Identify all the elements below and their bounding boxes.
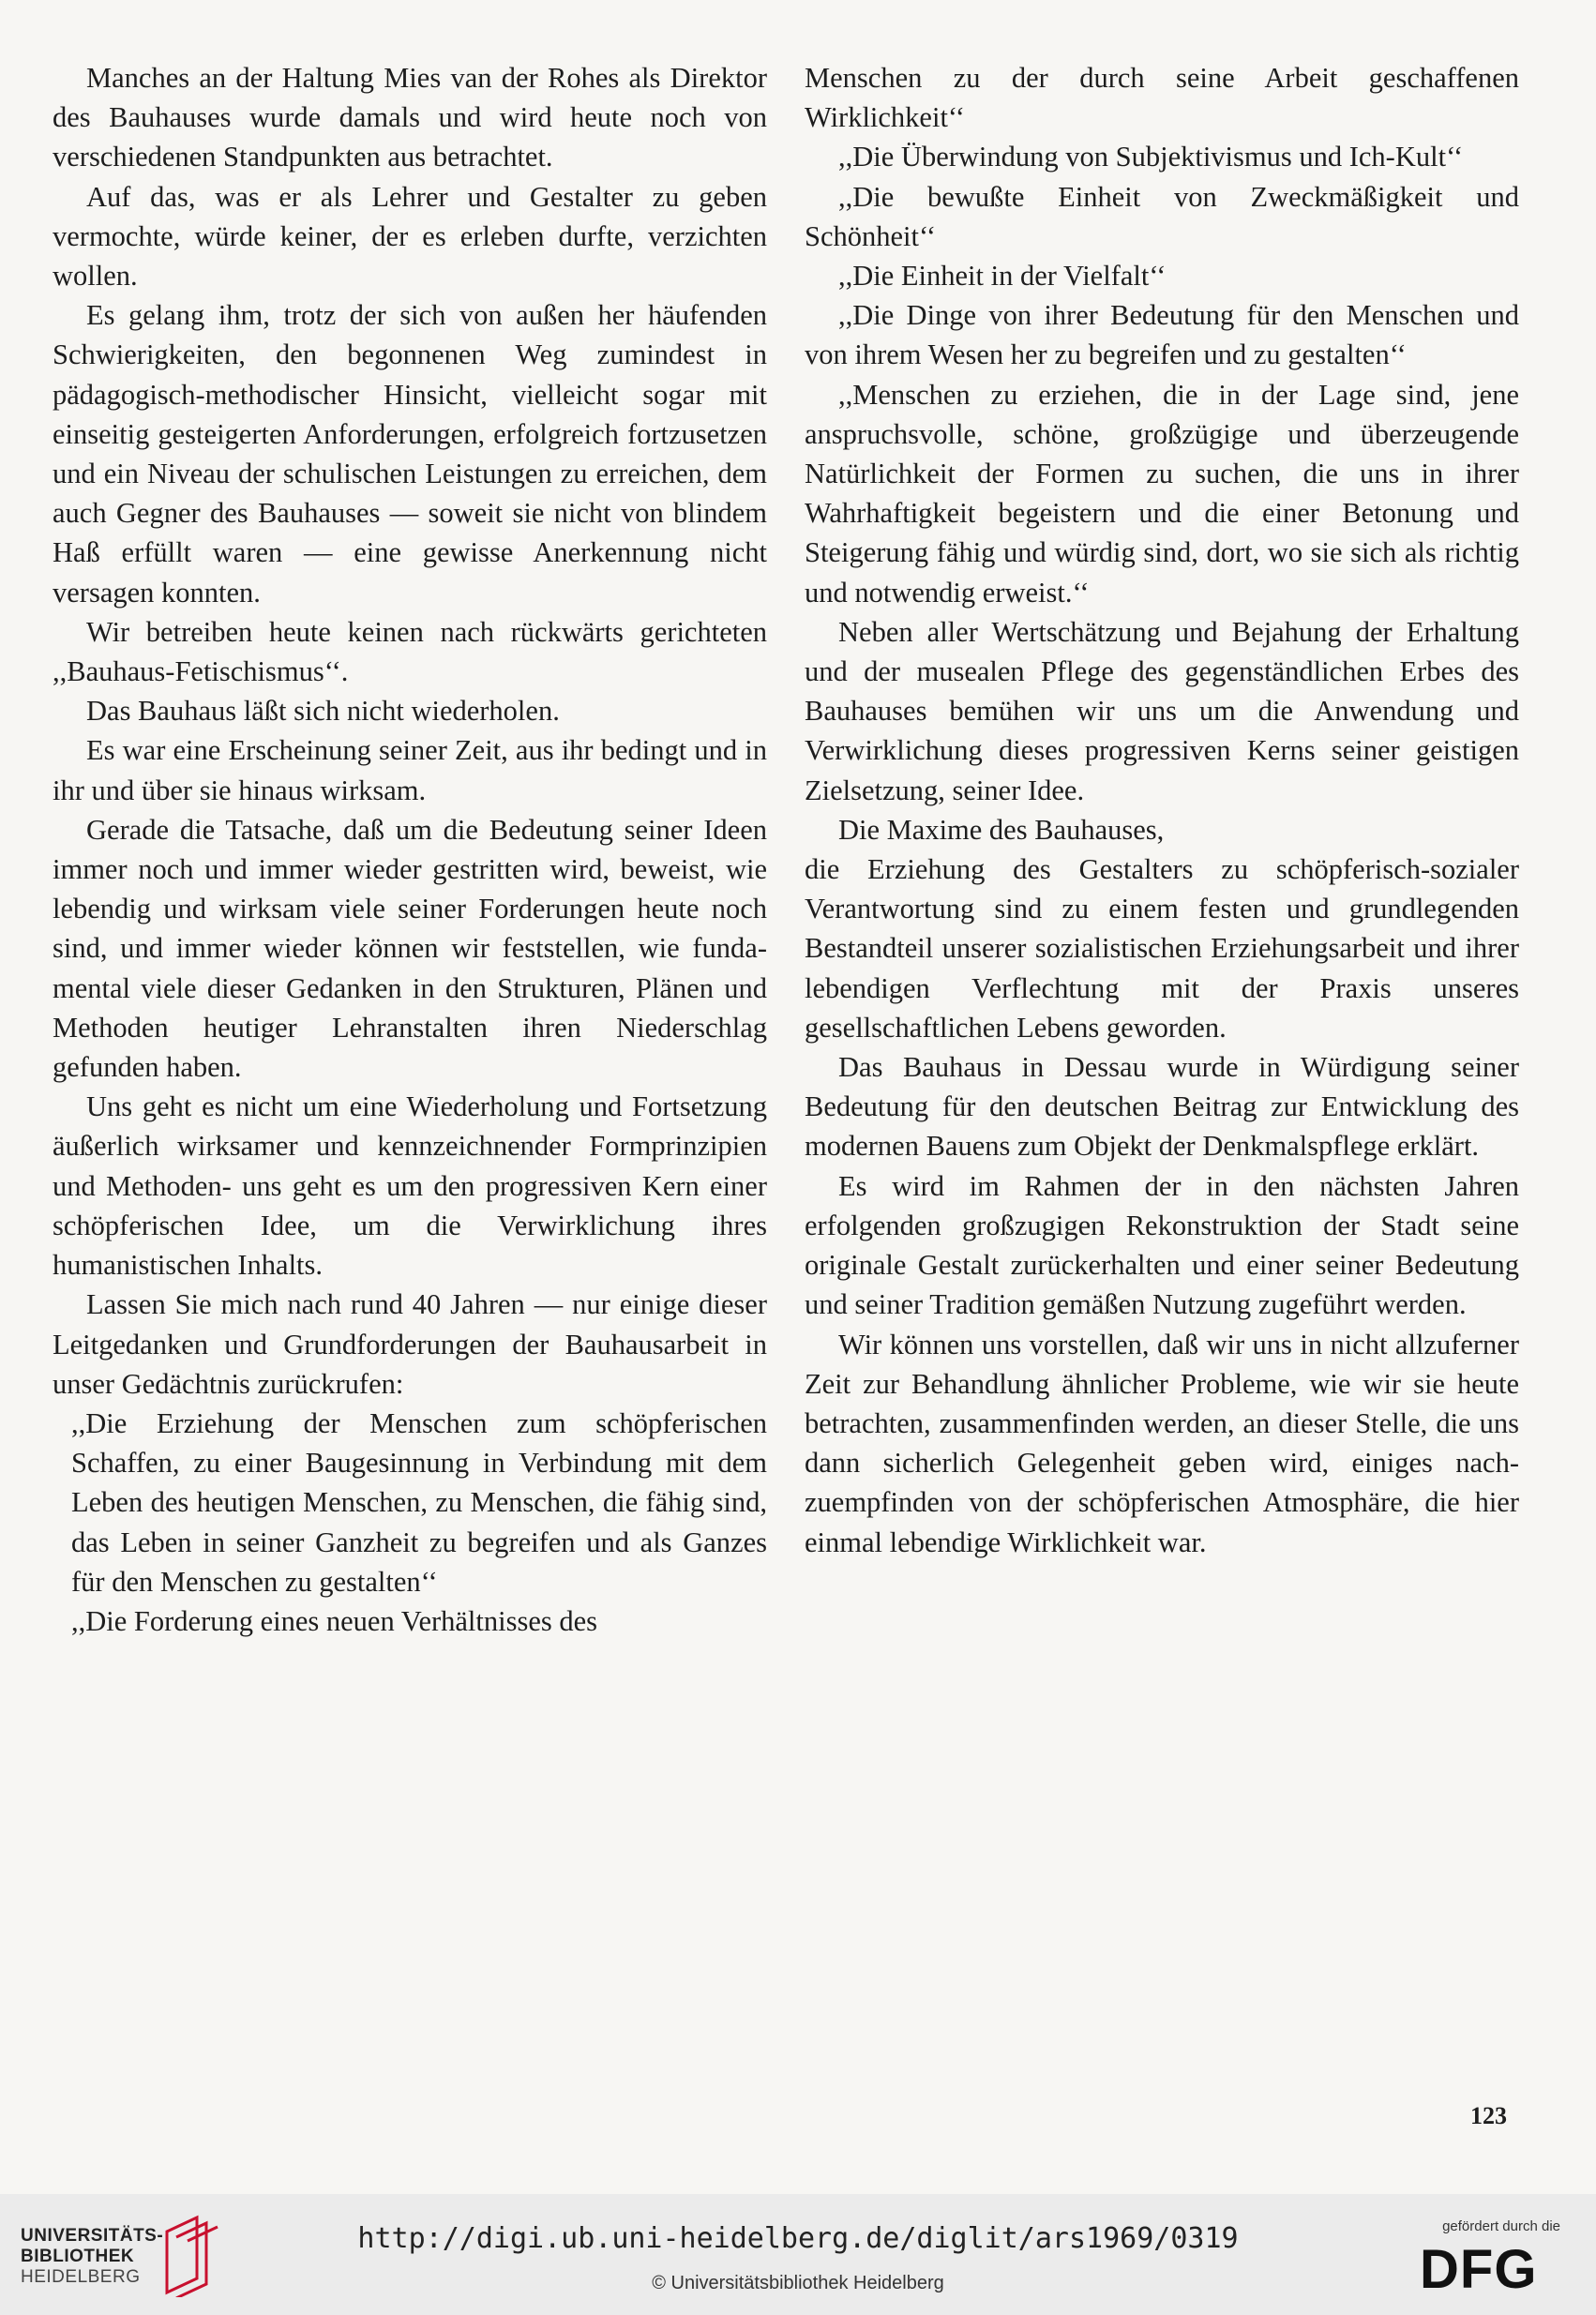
quoted-paragraph: ,,Die bewußte Einheit von Zweckmäßigkeit und Schönheit‘‘ — [805, 180, 1519, 252]
paragraph: Lassen Sie mich nach rund 40 Jahren — nur einige dieser Leitgedanken und Grundforderungen der Bauhausarbeit in unser Gedächtnis zurückrufen: — [53, 1288, 767, 1400]
paragraph: die Erziehung des Gestalters zu schöpferisch-sozialer Verantwortung sind zu einem festen und grundlegenden Bestandteil unserer sozialistischen Erziehungsarbeit und ihrer lebendigen Verflechtung mit der Praxis unseres gesellschaftlichen Lebens geworden. — [805, 853, 1519, 1044]
paragraph: Auf das, was er als Lehrer und Gestalter zu geben vermochte, würde keiner, der es erleben durfte, verzichten wollen. — [53, 180, 767, 293]
page-number: 123 — [1470, 2102, 1507, 2129]
paragraph: Das Bauhaus läßt sich nicht wiederholen. — [86, 695, 560, 728]
paragraph: Das Bauhaus in Dessau wurde in Würdigung seiner Bedeutung für den deutschen Beitrag zur Entwicklung des modernen Bauens zum Objekt der Denkmalspflege erklärt. — [805, 1051, 1519, 1163]
quoted-paragraph: ,,Die Dinge von ihrer Bedeutung für den Menschen und von ihrem Wesen her zu begreifen und zu gestalten‘‘ — [805, 299, 1519, 371]
quoted-paragraph: ,,Die Forderung eines neuen Verhältnisses des — [71, 1604, 598, 1637]
quoted-paragraph: ,,Die Überwindung von Subjektivismus und Ich-Kult‘‘ — [838, 141, 1464, 173]
paragraph: Wir können uns vorstellen, daß wir uns in nicht allzuferner Zeit zur Behandlung ähnlicher Probleme, wie wir sie heute betrachten, zusammenfinden werden, an dieser Stelle, die uns dann sicherlich Gelegenheit geben wird, einiges nachzuempfinden von der schöpferischen Atmosphäre, die hier einmal lebendige Wirklichkeit war. — [805, 1328, 1519, 1558]
permalink-url[interactable]: http://digi.ub.uni-heidelberg.de/diglit/ars1969/0319 — [357, 2222, 1239, 2255]
quoted-paragraph: ,,Die Erziehung der Menschen zum schöpferischen Schaffen, zu einer Baugesinnung in Verbindung mit dem Leben des heutigen Menschen, zu Menschen, die fähig sind, das Leben in seiner Ganzheit zu begreifen und als Ganzes für den Menschen zu gestalten‘‘ — [71, 1406, 767, 1598]
paragraph: Manches an der Haltung Mies van der Rohes als Direktor des Bauhauses wurde damals und wird heute noch von verschiedenen Standpunkten aus betrachtet. — [53, 62, 767, 173]
dfg-logo-icon[interactable] — [1418, 2241, 1568, 2293]
quoted-paragraph: ,,Menschen zu erziehen, die in der Lage sind, jene anspruchsvolle, schöne, großzügige und überzeugende Natürlichkeit der Formen zu suchen, die uns in ihrer Wahrhaftigkeit begeistern und die einer Betonung und Steigerung fähig und würdig sind, dort, wo sie sich als richtig und notwendig erweist.‘‘ — [805, 378, 1519, 609]
paragraph: Uns geht es nicht um eine Wiederholung und Fortsetzung äußerlich wirksamer und kennzeichnender Formprinzipien und Methoden- uns geht es um den progressiven Kern einer schöpferischen Idee, um die Verwirklichung ihres humanistischen Inhalts. — [53, 1090, 767, 1282]
library-name-line3: HEIDELBERG — [21, 2267, 141, 2287]
paragraph: Es gelang ihm, trotz der sich von außen her häufenden Schwierigkeiten, den begonnenen Weg zumindest in pädagogisch-methodischer Hinsicht, vielleicht sogar mit einseitig gesteigerten Anforderungen, erfolgreich fortzusetzen und ein Niveau der schulischen Leistungen zu erreichen, dem auch Gegner des Bauhauses — soweit sie nicht von blindem Haß erfüllt waren — eine gewisse Anerkennung nicht versagen konnten. — [53, 299, 767, 609]
paragraph: Es wird im Rahmen der in den nächsten Jahren erfolgenden großzugigen Rekonstruktion der Stadt seine originale Gestalt zurückerhalten und einer seiner Bedeutung und seiner Tradition gemäßen Nutzung zugeführt werden. — [805, 1169, 1519, 1321]
left-text-column — [53, 58, 767, 1641]
funding-caption: gefördert durch die — [1442, 2218, 1560, 2234]
library-name-line2: BIBLIOTHEK — [21, 2247, 135, 2266]
paragraph: Wir betreiben heute keinen nach rückwärts gerichteten ,,Bauhaus-Fetischismus‘‘. — [53, 615, 767, 688]
dfg-logo-text: DFG — [1420, 2241, 1538, 2293]
quoted-paragraph: ,,Die Einheit in der Vielfalt‘‘ — [838, 260, 1167, 293]
copyright-notice: © Universitätsbibliothek Heidelberg — [652, 2273, 944, 2293]
right-text-column — [805, 58, 1519, 1562]
paragraph: Es war eine Erscheinung seiner Zeit, aus ihr bedingt und in ihr und über sie hinaus wirksam. — [53, 734, 767, 806]
library-name-line1: UNIVERSITÄTS- — [21, 2226, 164, 2246]
paragraph: Neben aller Wertschätzung und Bejahung der Erhaltung und der musealen Pflege des gegenständlichen Erbes des Bauhauses bemühen wir uns um die Anwendung und Verwirklichung dieses progressiven Kerns seiner geistigen Zielsetzung, seiner Idee. — [805, 615, 1519, 806]
digitization-footer — [0, 2194, 1596, 2315]
paragraph: Menschen zu der durch seine Arbeit geschaffenen Wirklichkeit‘‘ — [805, 62, 1519, 134]
paragraph: Gerade die Tatsache, daß um die Bedeutung seiner Ideen immer noch und immer wieder gestritten wird, beweist, wie lebendig und wirksam viele seiner Forderungen heute noch sind, und immer wieder können wir feststellen, wie fundamental viele dieser Gedanken in den Strukturen, Plänen und Methoden heutiger Lehranstalten ihren Niederschlag gefunden haben. — [53, 813, 767, 1084]
paragraph: Die Maxime des Bauhauses, — [838, 813, 1165, 846]
